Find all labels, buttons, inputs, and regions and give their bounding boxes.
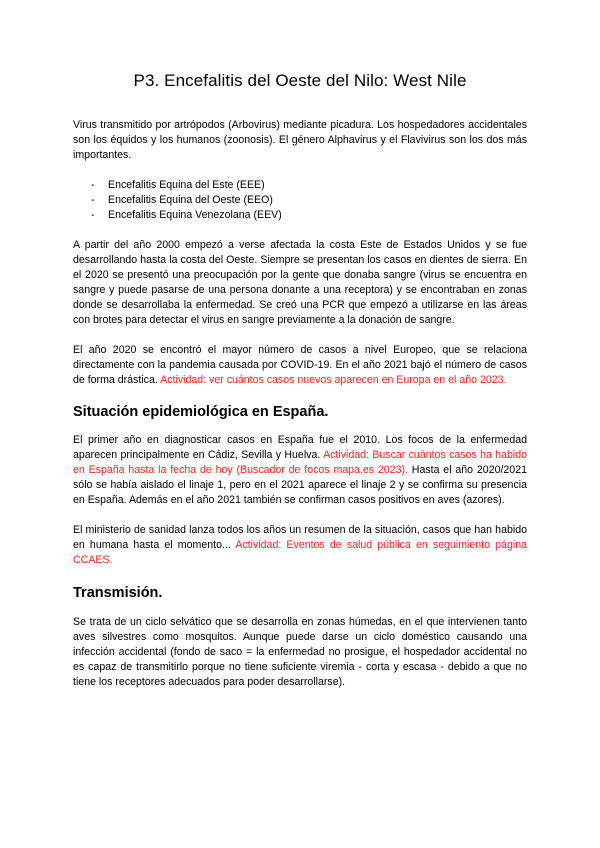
history-paragraph: A partir del año 2000 empezó a verse afectada la costa Este de Estados Unidos y se fue desarrollando hasta la costa del Oeste. Siempre se presentan los casos en dientes de sierra. En el 2020 se presentó una preocupación por la gente que donaba sangre (virus se encuentra en sangre y puede pasarse de una persona donante a una receptora) y se encontraban en zonas donde se desarrollaba la enfermedad. Se creó una PCR que empezó a utilizarse en las áreas con brotes para detectar el virus en sangre previamente a la donación de sangre. xyxy=(73,239,527,326)
spain-text-b: Hasta el año 2020/2021 sólo se había aislado el linaje 1, pero en el 2021 aparece el linaje 2 y se confirma su presencia en España. Además en el año 2021 también se confirman casos positivos en aves (azores). xyxy=(73,464,527,506)
intro-paragraph: Virus transmitido por artrópodos (Arbovirus) mediante picadura. Los hospedadores accidentales son los équidos y los humanos (zoonosis). El género Alphavirus y el Flavivirus son los dos más importantes. xyxy=(73,119,527,161)
list-item: - Encefalitis Equina del Oeste (EEO) xyxy=(73,193,527,208)
spain-activity-1: Actividad: Buscar cuántos casos ha habido en España hasta la fecha de hoy (Buscador de focos mapa.es 2023). xyxy=(73,449,527,476)
europe-paragraph xyxy=(73,343,527,388)
spain-paragraph-1 xyxy=(73,433,527,508)
section-heading-spain: Situación epidemiológica en España. xyxy=(73,404,329,420)
list-item: - Encefalitis Equina Venezolana (EEV) xyxy=(73,208,527,223)
virus-list xyxy=(73,178,527,223)
spain-paragraph-2 xyxy=(73,523,527,568)
europe-text: El año 2020 se encontró el mayor número de casos a nivel Europeo, que se relaciona directamente con la pandemia causada por COVID-19. En el año 2021 bajó el número de casos de forma drástica. xyxy=(73,344,527,386)
page-title: P3. Encefalitis del Oeste del Nilo: West Nile xyxy=(133,71,467,90)
europe-activity: Actividad: ver cuántos casos nuevos aparecen en Europa en el año 2023. xyxy=(160,374,507,386)
transmission-paragraph: Se trata de un ciclo selvático que se desarrolla en zonas húmedas, en el que intervienen tanto aves silvestres como mosquitos. Aunque puede darse un ciclo doméstico causando una infección accidental (fondo de saco = la enfermedad no prosigue, el hospedador accidental no es capaz de transmitirlo porque no tiene suficiente viremia - corta y escasa - debido a que no tiene los receptores adecuados para poder desarrollarse). xyxy=(73,616,527,688)
list-item: - Encefalitis Equina del Este (EEE) xyxy=(73,178,527,193)
spain-text-a: El primer año en diagnosticar casos en España fue el 2010. Los focos de la enfermedad aparecen principalmente en Cádiz, Sevilla y Huelva. xyxy=(73,434,527,461)
spain-text-c: El ministerio de sanidad lanza todos los años un resumen de la situación, casos que han habido en humana hasta el momento... xyxy=(73,524,527,551)
spain-activity-2: Actividad: Eventos de salud pública en seguimiento página CCAES. xyxy=(73,539,527,566)
section-heading-transmission: Transmisión. xyxy=(73,585,163,601)
